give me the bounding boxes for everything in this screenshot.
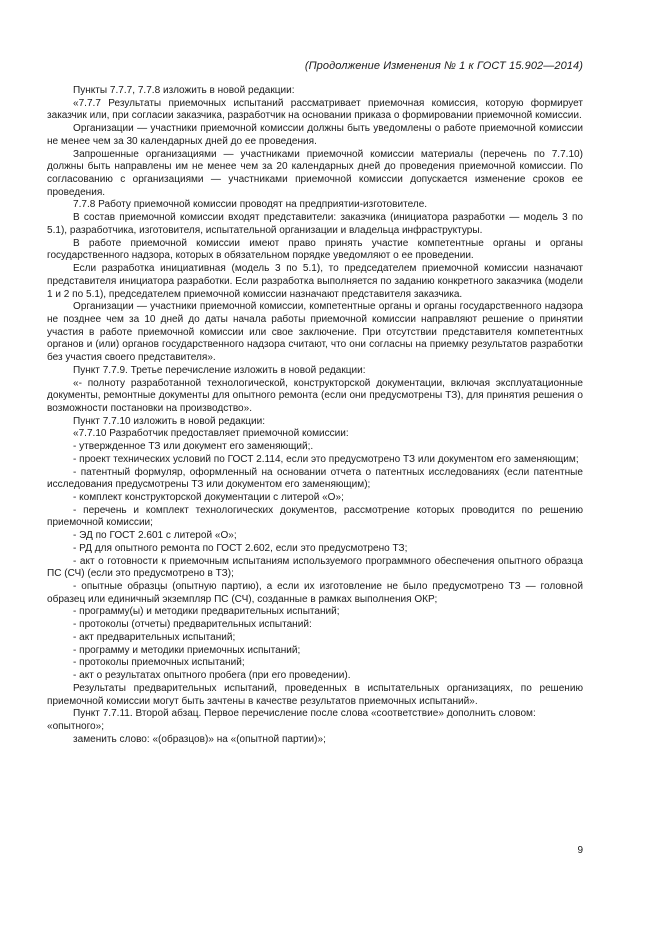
paragraph: Организации — участники приемочной комиссии должны быть уведомлены о работе приемочной комиссии не менее чем за 30 календарных дней до ее проведения. (47, 123, 583, 147)
list-item: - патентный формуляр, оформленный на основании отчета о патентных исследованиях (если патентные исследования предусмотрены ТЗ или документом его заменяющим); (47, 466, 583, 491)
list-item: - протоколы приемочных испытаний; (73, 657, 245, 669)
list-item: - утвержденное ТЗ или документ его заменяющий;. (73, 441, 314, 453)
list-item: - опытные образцы (опытную партию), а если их изготовление не было предусмотрено ТЗ — головной образец или единичный экземпляр ПС (СЧ), созданные в рамках выполнения ОКР; (47, 581, 583, 605)
list-item: - акт о готовности к приемочным испытаниям используемого программного обеспечения опытного образца ПС (СЧ) (если это предусмотрено в ТЗ); (47, 555, 583, 580)
page-number: 9 (577, 845, 583, 856)
paragraph: В состав приемочной комиссии входят представители: заказчика (инициатора разработки — модель 3 по 5.1), разработчика, изготовителя, испытательной организации и владельца инфраструктуры. (47, 212, 583, 236)
list-item: - акт предварительных испытаний; (73, 631, 236, 643)
paragraph: «7.7.10 Разработчик предоставляет приемочной комиссии: (73, 428, 349, 440)
paragraph: Запрошенные организациями — участниками приемочной комиссии материалы (перечень по 7.7.10) должны быть направлены им не менее чем за 20 календарных дней до проведения приемочной комиссии. По согласованию с организациями — участниками приемочной комиссии допускается изменение сроков ее проведения. (47, 148, 583, 198)
paragraph: Пункт 7.7.9. Третье перечисление изложить в новой редакции: (73, 364, 366, 376)
list-item: - программу и методики приемочных испытаний; (73, 644, 301, 656)
paragraph: Пункт 7.7.10 изложить в новой редакции: (73, 415, 265, 427)
paragraph: 7.7.8 Работу приемочной комиссии проводят на предприятии-изготовителе. (73, 199, 428, 211)
list-item: - протоколы (отчеты) предварительных испытаний: (73, 619, 312, 631)
paragraph: В работе приемочной комиссии имеют право принять участие компетентные органы и органы государственного надзора, которых в обязательном порядке уведомляют о ее проведении. (47, 237, 583, 262)
paragraph: Пункт 7.7.11. Второй абзац. Первое перечисление после слова «соответствие» дополнить словом: (73, 708, 536, 720)
paragraph: Результаты предварительных испытаний, проведенных в испытательных организациях, по решению приемочной комиссии могут быть зачтены в качестве результатов приемочных испытаний». (47, 682, 583, 707)
list-item: - программу(ы) и методики предварительных испытаний; (73, 606, 340, 618)
paragraph: Организации — участники приемочной комиссии, компетентные органы и органы государственного надзора не позднее чем за 10 дней до даты начала работы приемочной комиссии направляют решение о принятии участия в работе приемочной комиссии или свое заключение. При отсутствии представителя компетентных органов и (или) органов государственного надзора считают, что они согласны на приемку результатов разработки без участия своего представителя». (47, 301, 583, 364)
list-item: - акт о результатах опытного пробега (при его проведении). (73, 670, 351, 682)
paragraph: заменить слово: «(образцов)» на «(опытной партии)»; (73, 733, 326, 745)
list-item: - РД для опытного ремонта по ГОСТ 2.602, если это предусмотрено ТЗ; (73, 542, 408, 554)
document-body (47, 85, 583, 746)
paragraph: «7.7.7 Результаты приемочных испытаний рассматривает приемочная комиссия, которую формирует заказчик или, при согласии заказчика, разработчик на основании приказа о формировании приемочной комиссии. (47, 97, 583, 122)
page-header: (Продолжение Изменения № 1 к ГОСТ 15.902—2014) (304, 60, 583, 72)
paragraph: Если разработка инициативная (модель 3 по 5.1), то председателем приемочной комиссии назначают представителя инициатора разработки. Если разработка выполняется по заданию конкретного заказчика (модели 1 и 2 по 5.1), председателем приемочной комиссии назначают представителя заказчика. (47, 263, 583, 300)
list-item: - проект технических условий по ГОСТ 2.114, если это предусмотрено ТЗ или документом его заменяющим; (73, 453, 579, 465)
paragraph: Пункты 7.7.7, 7.7.8 изложить в новой редакции: (73, 85, 295, 96)
list-item: - комплект конструкторской документации с литерой «О»; (73, 492, 344, 503)
list-item: - перечень и комплект технологических документов, рассмотрение которых проводится по решению приемочной комиссии; (47, 504, 583, 529)
paragraph: «опытного»; (47, 720, 104, 732)
list-item: - ЭД по ГОСТ 2.601 с литерой «О»; (73, 530, 237, 542)
paragraph: «- полноту разработанной технологической, конструкторской документации, включая эксплуатационные документы, ремонтные документы для опытного ремонта (если они предусмотрены ТЗ), для принятия решения о возможности постановки на производство». (47, 377, 583, 414)
